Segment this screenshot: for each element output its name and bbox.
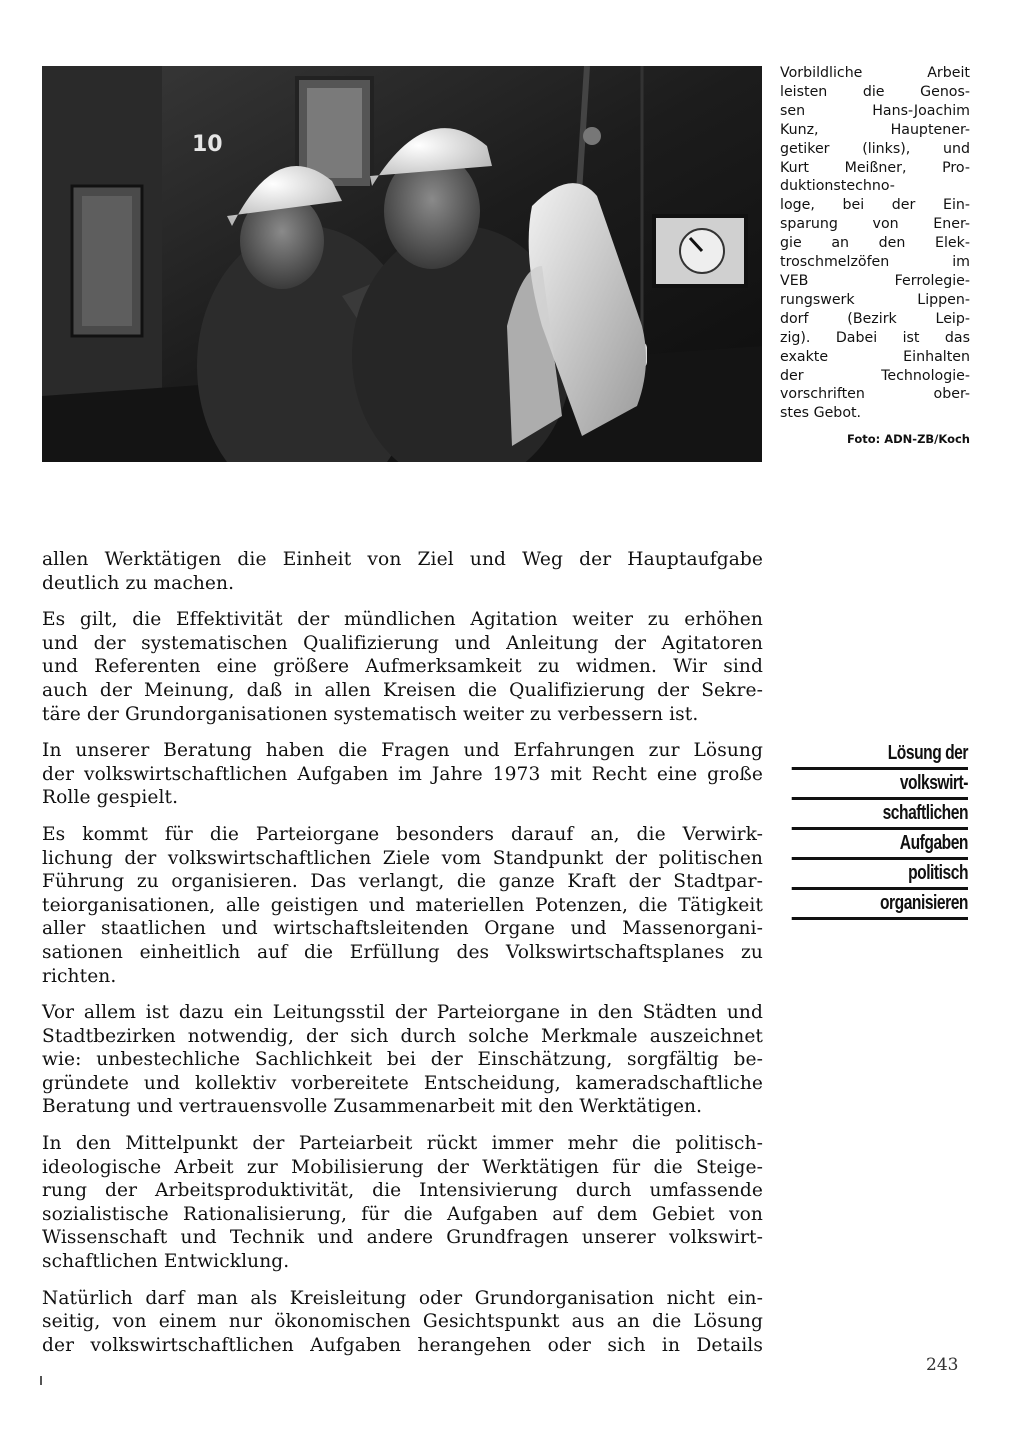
text-line: Natürlich darf man als Kreisleitung oder Grundorganisation nicht ein- [42,1287,763,1309]
caption-line: gie an den Elek- [780,235,970,252]
text-line: ideologische Arbeit zur Mobilisierung der Werktätigen für die Steige- [42,1156,763,1178]
caption-line: zig). Dabei ist das [780,329,970,346]
caption-line: rungswerk Lippen- [780,291,970,308]
margin-heading-line: politisch [792,860,968,890]
caption-line: leisten die Genos- [780,83,970,100]
paragraph [42,1287,763,1358]
caption-line: Vorbildliche Arbeit [780,65,970,81]
photo-credit: Foto: ADN-ZB/Koch [846,432,970,446]
caption-line: der Technologie- [780,367,970,384]
text-line: schaftlichen Entwicklung. [42,1251,290,1273]
photo-sign-number: 10 [192,132,223,157]
caption-line: Kurt Meißner, Pro- [780,159,970,176]
body-text [42,548,763,1370]
caption-line: troschmelzöfen im [780,254,970,271]
text-line: allen Werktätigen die Einheit von Ziel und Weg der Hauptaufgabe [42,549,763,570]
text-line: lichung der volkswirtschaftlichen Ziele vom Standpunkt der politischen [42,847,763,869]
text-line: und Referenten eine größere Aufmerksamkeit zu widmen. Wir sind [42,656,763,678]
text-line: In den Mittelpunkt der Parteiarbeit rückt immer mehr die politisch- [42,1133,763,1155]
text-line: täre der Grundorganisationen systematisch weiter zu verbessern ist. [42,703,699,725]
text-line: Vor allem ist dazu ein Leitungsstil der Parteiorgane in den Städten und [42,1002,763,1024]
text-line: richten. [42,965,117,987]
margin-mark [40,1376,42,1385]
page-number: 243 [926,1355,959,1375]
text-line: Wissenschaft und Technik und andere Grundfragen unserer volkswirt- [42,1227,763,1249]
text-line: rung der Arbeitsproduktivität, die Intensivierung durch umfassende [42,1180,763,1202]
text-line: und der systematischen Qualifizierung und Anleitung der Agitatoren [42,632,763,654]
caption-line: duktionstechno- [780,178,895,195]
text-line: aller staatlichen und wirtschaftsleitenden Organe und Massenorgani- [42,918,763,940]
paragraph [42,1001,763,1119]
margin-heading [831,740,968,920]
paragraph [42,739,763,810]
text-line: wie: unbestechliche Sachlichkeit bei der Einschätzung, sorgfältig be- [42,1049,763,1071]
photo-image [42,66,762,462]
paragraph [42,548,763,595]
text-line: gründete und kollektiv vorbereitete Entscheidung, kameradschaftliche [42,1072,763,1094]
margin-heading-line: volkswirt- [792,770,968,800]
caption-line: loge, bei der Ein- [780,197,970,214]
text-line: teiorganisationen, alle geistigen und materiellen Potenzen, die Tätigkeit [42,894,763,916]
text-line: auch der Meinung, daß in allen Kreisen die Qualifizierung der Sekre- [42,679,763,701]
text-line: deutlich zu machen. [42,572,235,594]
margin-heading-line: Aufgaben [792,830,968,860]
text-line: sationen einheitlich auf die Erfüllung des Volkswirtschaftsplanes zu [42,941,763,963]
text-line: Es kommt für die Parteiorgane besonders darauf an, die Verwirk- [42,823,763,845]
margin-heading-line: schaftlichen [792,800,968,830]
text-line: der volkswirtschaftlichen Aufgaben herangehen oder sich in Details [42,1334,763,1356]
caption-line: vorschriften ober- [780,386,970,403]
photo-caption [780,64,970,423]
paragraph [42,1132,763,1274]
text-line: Führung zu organisieren. Das verlangt, die ganze Kraft der Stadtpar- [42,871,763,893]
text-line: seitig, von einem nur ökonomischen Gesichtspunkt aus an die Lösung [42,1311,763,1333]
photo-workers-furnace [42,66,762,462]
caption-line: sparung von Ener- [780,216,970,233]
paragraph [42,608,763,726]
caption-line: stes Gebot. [780,405,862,422]
text-line: Stadtbezirken notwendig, der sich durch solche Merkmale auszeichnet [42,1025,763,1047]
text-line: Rolle gespielt. [42,787,179,809]
caption-line: getiker (links), und [780,140,970,157]
text-line: In unserer Beratung haben die Fragen und Erfahrungen zur Lösung [42,740,763,762]
margin-heading-line: Lösung der [792,740,968,770]
caption-line: dorf (Bezirk Leip- [780,310,970,327]
text-line: der volkswirtschaftlichen Aufgaben im Jahre 1973 mit Recht eine große [42,763,763,785]
caption-line: Kunz, Hauptener- [780,121,970,138]
caption-line: VEB Ferrolegie- [780,272,970,289]
paragraph [42,823,763,988]
caption-line: exakte Einhalten [780,348,970,365]
caption-line: sen Hans-Joachim [780,102,970,119]
text-line: Es gilt, die Effektivität der mündlichen Agitation weiter zu erhöhen [42,609,763,631]
text-line: Beratung und vertrauensvolle Zusammenarbeit mit den Werktätigen. [42,1096,703,1118]
margin-heading-line: organisieren [792,890,968,920]
text-line: sozialistische Rationalisierung, für die Aufgaben auf dem Gebiet von [42,1203,763,1225]
